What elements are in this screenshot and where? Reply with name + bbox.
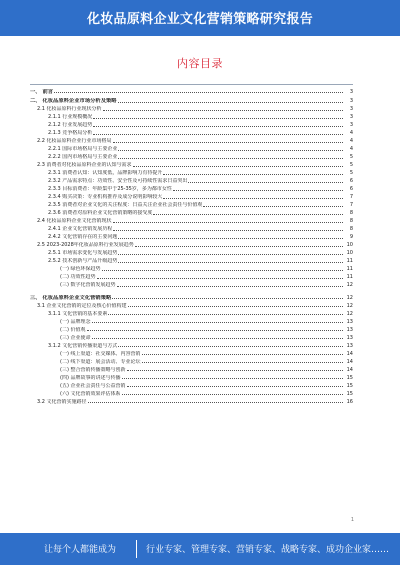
toc-leader-dots (118, 102, 343, 103)
toc-entry-page: 8 (349, 226, 353, 232)
toc-entry-title: 2.1.2 行业发展趋势 (48, 122, 93, 128)
toc-entry-page: 14 (346, 366, 353, 373)
toc-entry-title: 2.1.1 行业规模概况 (48, 114, 93, 120)
toc-leader-dots (127, 370, 344, 371)
toc-leader-dots (93, 126, 343, 127)
toc-entry-page: 4 (349, 146, 353, 152)
toc-entry-page: 13 (346, 334, 353, 341)
toc-heading: 内容目录 (177, 57, 223, 70)
toc-entry-page: 14 (346, 358, 353, 365)
toc-entry[interactable] (30, 291, 353, 301)
toc-entry[interactable] (30, 397, 353, 405)
toc-entry[interactable] (30, 325, 353, 333)
toc-entry-page: 15 (346, 390, 353, 397)
toc-leader-dots (153, 214, 343, 215)
toc-entry-title: 2.5 2023-2028年化妆品原料行业发展趋势 (37, 242, 134, 248)
toc-entry-title: 2.2.2 国内市场格局与主要企业 (48, 154, 118, 160)
toc-entry-title: 3.1.1 文化营销的基本要素 (48, 310, 108, 317)
toc-entry-title: (一) 绿色环保趋势 (60, 266, 101, 272)
toc-entry-page: 3 (349, 98, 353, 104)
toc-entry[interactable] (30, 317, 353, 325)
toc-entry-title: (三) 数字化营销发展趋势 (60, 282, 116, 288)
toc-leader-dots (118, 158, 343, 159)
toc-entry[interactable] (30, 341, 353, 349)
toc-entry-title: 2.3 消费者对化妆品原料企业的认知与需求 (37, 162, 132, 168)
toc-entry-title: 2.3.4 购买决策：专业机构推荐及成分说明影响较大 (48, 194, 163, 200)
toc-leader-dots (113, 230, 343, 231)
toc-entry-title: (四) 品牌故事的讲述与传播 (60, 374, 121, 381)
toc-leader-dots (113, 222, 343, 223)
toc-leader-dots (163, 174, 343, 175)
toc-entry-title: 2.4.2 文化营销存在的主要问题 (48, 234, 118, 240)
toc-entry-page: 5 (349, 162, 353, 168)
toc-leader-dots (203, 206, 343, 207)
toc-entry-page: 6 (349, 178, 353, 184)
toc-leader-dots (102, 270, 344, 271)
toc-entry-title: 2.1 化妆品原料行业现状分析 (37, 106, 102, 112)
toc-leader-dots (122, 394, 344, 395)
page-number: 1 (350, 517, 354, 523)
toc-entry-page: 8 (349, 210, 353, 216)
toc-entry-page: 3 (349, 114, 353, 120)
toc-entry-title: 2.3.1 消费者认知：认知度低，品牌影响力有待提升 (48, 170, 163, 176)
toc-entry-title: 2.4.1 企业文化营销发展历程 (48, 226, 113, 232)
toc-leader-dots (103, 110, 343, 111)
toc-leader-dots (92, 322, 344, 323)
toc-leader-dots (88, 402, 343, 403)
toc-entry-page: 12 (346, 282, 353, 288)
header-title: 化妆品原料企业文化营销策略研究报告 (86, 12, 314, 27)
toc-leader-dots (118, 150, 343, 151)
toc-entry[interactable] (30, 128, 353, 136)
toc-entry[interactable] (30, 389, 353, 397)
toc-entry-title: (一) 线上渠道：社交媒体、内容营销 (60, 350, 141, 357)
table-of-contents (30, 84, 353, 405)
toc-entry-page: 15 (346, 374, 353, 381)
toc-entry-title: 二、 化妆品原料企业市场分析及策略 (30, 98, 117, 104)
footer-slogan-right: 行业专家、管理专家、营销专家、战略专家、成功企业家…… (146, 545, 390, 555)
toc-entry[interactable] (30, 280, 353, 288)
toc-entry[interactable] (30, 224, 353, 232)
toc-entry-page: 7 (349, 202, 353, 208)
toc-entry[interactable] (30, 104, 353, 112)
toc-entry[interactable] (30, 264, 353, 272)
toc-entry-title: 2.5.2 技术创新与产品升级趋势 (48, 258, 118, 264)
toc-entry[interactable] (30, 357, 353, 365)
toc-entry-page: 11 (346, 258, 353, 264)
header-bar (0, 0, 400, 36)
toc-leader-dots (97, 278, 344, 279)
toc-entry[interactable] (30, 168, 353, 176)
toc-leader-dots (122, 378, 344, 379)
toc-entry-title: (三) 整合营销传播策略与创新 (60, 366, 126, 373)
toc-entry[interactable] (30, 333, 353, 341)
toc-leader-dots (118, 262, 343, 263)
toc-entry-page: 9 (349, 234, 353, 240)
toc-entry-title: (二) 价值观 (60, 326, 86, 333)
toc-leader-dots (142, 354, 344, 355)
toc-entry[interactable] (30, 373, 353, 381)
toc-entry-title: 3.1 企业文化营销的定位及核心价值构建 (37, 302, 127, 309)
toc-entry-page: 4 (349, 130, 353, 136)
toc-leader-dots (92, 338, 344, 339)
toc-entry-page: 6 (349, 186, 353, 192)
footer-bar (0, 533, 400, 565)
toc-entry[interactable] (30, 95, 353, 105)
toc-entry-title: 一、 前言 (30, 88, 54, 95)
toc-entry-page: 16 (346, 398, 353, 405)
toc-entry[interactable] (30, 120, 353, 128)
toc-entry-page: 10 (346, 250, 353, 256)
toc-entry-title: (六) 文化营销效果评估体系 (60, 390, 121, 397)
toc-entry-page: 4 (349, 138, 353, 144)
toc-entry-title: 3.1.2 文化营销传播渠道与方式 (48, 342, 118, 349)
toc-entry[interactable] (30, 176, 353, 184)
toc-entry-title: 2.3.5 消费者对企业文化的关注程度：日益关注企业社会责任与价值观 (48, 202, 203, 208)
toc-entry-page: 12 (346, 294, 353, 301)
toc-entry[interactable] (30, 248, 353, 256)
toc-entry[interactable] (30, 152, 353, 160)
toc-entry[interactable] (30, 232, 353, 240)
footer-slogan-left: 让每个人都能成为 (44, 545, 117, 555)
toc-entry-page: 12 (346, 310, 353, 317)
toc-leader-dots (118, 238, 343, 239)
toc-entry-title: 3.2 文化营销实施路径 (37, 398, 87, 405)
toc-entry-title: (二) 功效性趋势 (60, 274, 96, 280)
toc-entry[interactable] (30, 309, 353, 317)
toc-entry-title: 2.2 化妆品原料企业行业市场格局 (37, 138, 112, 144)
toc-entry[interactable] (30, 144, 353, 152)
toc-entry[interactable] (30, 160, 353, 168)
toc-entry[interactable] (30, 208, 353, 216)
toc-entry-title: (三) 企业使命 (60, 334, 91, 341)
toc-entry-page: 11 (346, 266, 353, 272)
toc-entry-page: 10 (346, 242, 353, 248)
toc-entry[interactable] (30, 216, 353, 224)
toc-entry-title: (五) 企业社会责任与公益营销 (60, 382, 126, 389)
toc-leader-dots (117, 286, 344, 287)
toc-entry[interactable] (30, 240, 353, 248)
toc-entry-page: 5 (349, 154, 353, 160)
toc-leader-dots (112, 298, 343, 299)
toc-leader-dots (118, 254, 343, 255)
toc-entry-page: 11 (346, 274, 353, 280)
toc-leader-dots (93, 118, 343, 119)
toc-leader-dots (128, 306, 343, 307)
toc-entry-title: 三、 化妆品原料企业文化营销策略 (30, 294, 112, 301)
toc-leader-dots (108, 314, 343, 315)
toc-entry-title: 2.4 化妆品原料企业文化营销现状 (37, 218, 112, 224)
toc-entry-page: 7 (349, 194, 353, 200)
toc-entry[interactable] (30, 272, 353, 280)
toc-entry-page: 3 (349, 88, 353, 95)
toc-entry[interactable] (30, 381, 353, 389)
toc-entry[interactable] (30, 200, 353, 208)
toc-entry-title: 2.3.3 目标消费者：年龄集中于25-35岁，多为都市女性 (48, 186, 172, 192)
toc-entry-page: 13 (346, 318, 353, 325)
toc-entry-page: 12 (346, 302, 353, 309)
toc-entry-page: 13 (346, 326, 353, 333)
toc-entry[interactable] (30, 256, 353, 264)
toc-entry[interactable] (30, 192, 353, 200)
toc-leader-dots (188, 182, 343, 183)
toc-entry-page: 15 (346, 382, 353, 389)
toc-entry[interactable] (30, 136, 353, 144)
footer-divider (136, 540, 137, 558)
toc-entry-page: 8 (349, 218, 353, 224)
toc-entry-page: 3 (349, 122, 353, 128)
toc-entry-page: 14 (346, 350, 353, 357)
toc-entry-title: 2.3.2 产品需求特点：功效性、安全性及可持续性需求日益突出 (48, 178, 188, 184)
toc-entry[interactable] (30, 301, 353, 309)
toc-entry-title: 2.5.1 市场需求变化与发展趋势 (48, 250, 118, 256)
toc-entry-title: 2.1.3 竞争格局分析 (48, 130, 93, 136)
toc-leader-dots (118, 346, 343, 347)
toc-leader-dots (127, 386, 344, 387)
toc-leader-dots (87, 330, 344, 331)
toc-entry-title: (一) 品牌理念 (60, 318, 91, 325)
toc-leader-dots (54, 92, 343, 93)
toc-leader-dots (142, 362, 344, 363)
toc-entry[interactable] (30, 365, 353, 373)
toc-entry-page: 5 (349, 170, 353, 176)
toc-leader-dots (93, 134, 343, 135)
toc-leader-dots (113, 142, 343, 143)
toc-entry-title: 2.3.6 消费者对原料企业文化营销策略的接受度 (48, 210, 153, 216)
toc-entry-page: 3 (349, 106, 353, 112)
toc-leader-dots (173, 190, 343, 191)
toc-entry[interactable] (30, 184, 353, 192)
toc-entry[interactable] (30, 112, 353, 120)
toc-entry-title: 2.2.1 国际市场格局与主要企业 (48, 146, 118, 152)
toc-entry[interactable] (30, 85, 353, 95)
toc-entry-page: 13 (346, 342, 353, 349)
toc-entry[interactable] (30, 349, 353, 357)
toc-leader-dots (135, 246, 343, 247)
toc-leader-dots (133, 166, 343, 167)
toc-leader-dots (163, 198, 343, 199)
toc-entry-title: (二) 线下渠道：展会活动、专业论坛 (60, 358, 141, 365)
